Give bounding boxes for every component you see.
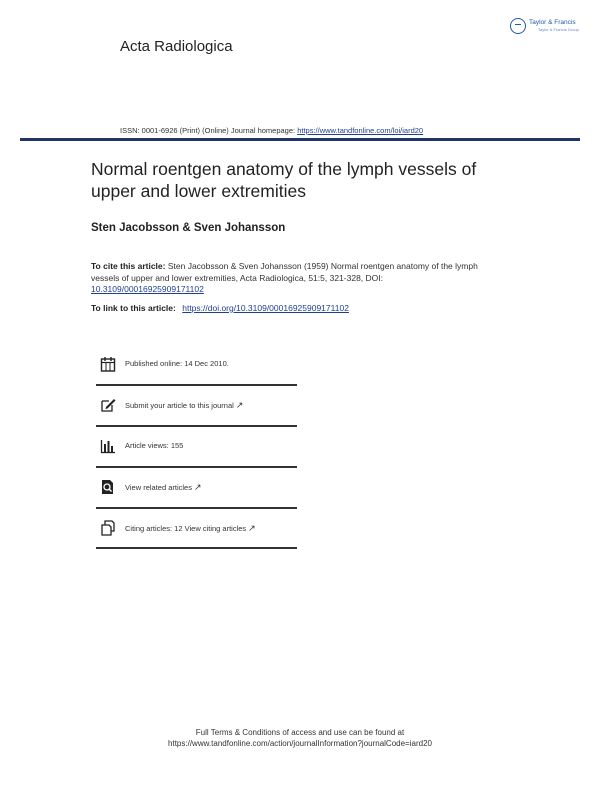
article-link-label: To link to this article: [91, 303, 176, 313]
citation-doi-link[interactable]: 10.3109/00016925909171102 [91, 284, 204, 294]
footer-terms-text: Full Terms & Conditions of access and use can be found at [195, 728, 405, 737]
published-online-row [96, 344, 297, 384]
external-link-icon: ↗ [235, 400, 244, 410]
footer [0, 727, 600, 749]
issn-text: ISSN: 0001-6926 (Print) (Online) Journal homepage: [120, 126, 296, 135]
footer-journal-info-link[interactable]: https://www.tandfonline.com/action/journalInformation?journalCode=iard20 [168, 739, 432, 748]
citation-text: Sten Jacobsson & Sven Johansson (1959) Normal roentgen anatomy of the lymph vessels of upper and lower extremities, Acta Radiologica, 51:5, 321-328, DOI: [91, 261, 478, 283]
meta-divider [96, 547, 297, 549]
article-doi-link[interactable]: https://doi.org/10.3109/00016925909171102 [182, 303, 349, 313]
article-views-row [96, 426, 297, 466]
publisher-logo-icon [510, 18, 526, 34]
search-document-icon [100, 479, 116, 495]
bar-chart-icon [100, 438, 116, 454]
header-divider [20, 138, 580, 141]
external-link-icon: ↗ [248, 523, 256, 533]
article-title: Normal roentgen anatomy of the lymph vessels of upper and lower extremities [91, 159, 477, 201]
submit-article-link[interactable]: Submit your article to this journal [125, 401, 234, 410]
citation-label: To cite this article: [91, 261, 166, 271]
edit-icon [100, 397, 116, 413]
issn-line [120, 126, 423, 135]
citing-articles-icon [100, 520, 116, 536]
citing-articles-link[interactable]: Citing articles: 12 View citing articles [125, 524, 247, 533]
publisher-name: Taylor & Francis [529, 19, 576, 26]
publisher-logo[interactable] [510, 18, 590, 40]
citation-block [91, 261, 491, 296]
article-link-line [91, 303, 349, 313]
external-link-icon: ↗ [193, 482, 202, 492]
article-views-text: Article views: 155 [125, 441, 184, 450]
related-articles-row[interactable] [96, 467, 297, 507]
journal-name: Acta Radiologica [120, 38, 233, 55]
citing-articles-row[interactable] [96, 508, 297, 548]
article-authors: Sten Jacobsson & Sven Johansson [91, 222, 286, 234]
journal-homepage-link[interactable]: https://www.tandfonline.com/loi/iard20 [297, 126, 424, 135]
related-articles-link[interactable]: View related articles [125, 483, 192, 492]
published-online-text: Published online: 14 Dec 2010. [125, 359, 229, 368]
publisher-tagline: Taylor & Francis Group [538, 27, 579, 32]
calendar-icon [100, 356, 116, 372]
submit-article-row[interactable] [96, 385, 297, 425]
